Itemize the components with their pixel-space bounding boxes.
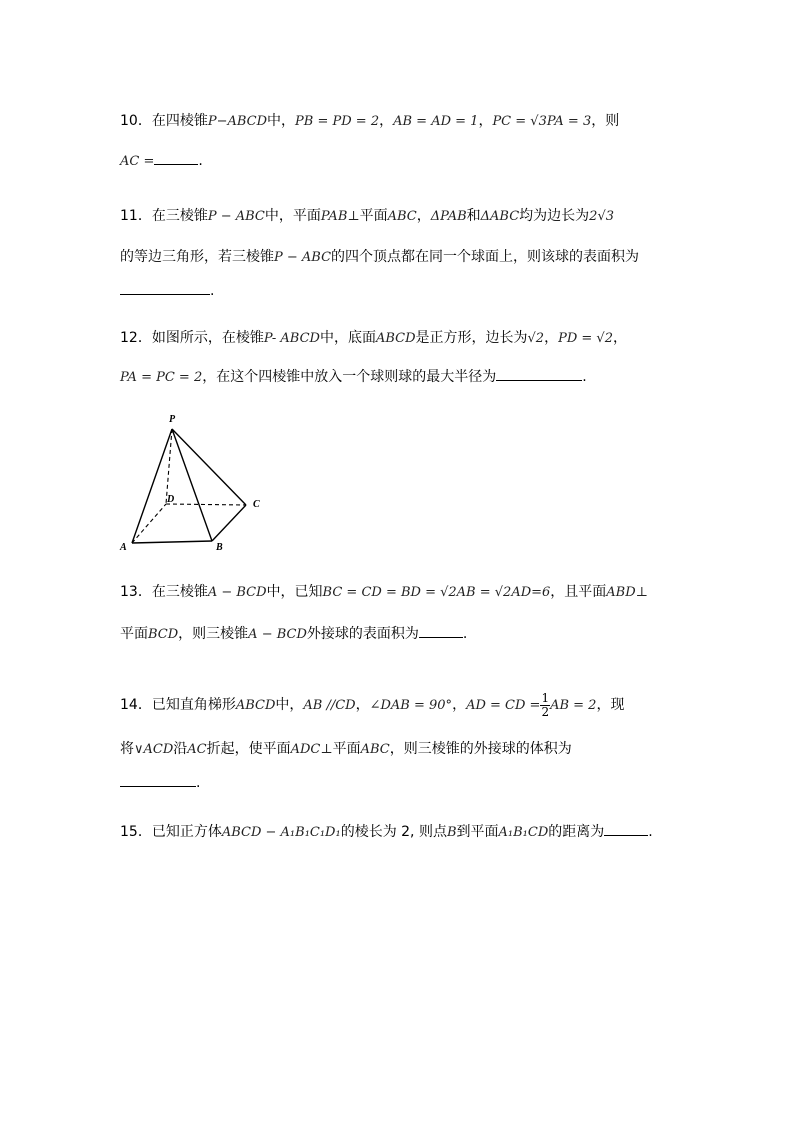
edge-pc [172,429,246,505]
answer-blank[interactable] [120,772,196,787]
answer-blank[interactable] [120,280,210,295]
edge-dc [166,504,246,505]
edge-pb [172,429,212,541]
answer-blank[interactable] [154,150,198,165]
label-a: A [120,542,127,553]
q11-line1: 11．在三棱锥P − ABC中，平面PAB⊥平面ABC，ΔPAB和ΔABC均为边长为2√3 [120,208,614,224]
edge-pa [132,429,175,543]
edge-bc [212,505,246,541]
edge-pd [166,429,175,505]
label-c: C [253,499,260,510]
q10-pyramid: P−ABCD [207,114,268,129]
q12-line2: PA = PC = 2，在这个四棱锥中放入一个球则球的最大半径为 . [120,366,587,388]
q13-number: 13 [120,584,138,600]
q11-line3: . [120,280,214,301]
q10-number: 10 [120,113,138,129]
fraction-one-half: $\frac{1}{2}$ [541,690,550,719]
q15-number: 15 [120,824,138,840]
label-p: P [169,414,176,425]
q14-number: 14 [120,697,138,713]
q14-line1: 14．已知直角梯形ABCD中，AB //CD，∠DAB = 90°，AD = CD = $\frac{1}{2}$ AB = 2，现 [120,690,625,719]
answer-blank[interactable] [496,366,582,381]
q10-line1: 10．在四棱锥P−ABCD中，PB = PD = 2，AB = AD = 1，PC = √3PA = 3，则 [120,113,620,129]
label-b: B [216,542,223,553]
answer-blank[interactable] [604,821,648,836]
edge-ad [132,504,166,543]
q10-line2: AC = . [120,150,203,172]
answer-blank[interactable] [419,623,463,638]
edge-ab [132,541,212,543]
q14-line2: 将∨ACD沿AC折起，使平面ADC⊥平面ABC，则三棱锥的外接球的体积为 [120,741,572,757]
q15-line1: 15．已知正方体ABCD − A₁B₁C₁D₁的棱长为 2, 则点B到平面A₁B₁CD的距离为 . [120,821,653,843]
q11-line2: 的等边三角形，若三棱锥P − ABC的四个顶点都在同一个球面上，则该球的表面积为 [120,249,640,265]
q13-line1: 13．在三棱锥A − BCD中，已知BC = CD = BD = √2AB = √2AD=6，且平面ABD⊥ [120,584,648,600]
q14-line3: . [120,772,200,793]
label-d: D [167,494,175,505]
q12-number: 12 [120,330,138,346]
q11-number: 11 [120,208,138,224]
q13-line2: 平面BCD，则三棱锥A − BCD外接球的表面积为 . [120,623,467,645]
q12-line1: 12．如图所示，在棱锥P- ABCD中，底面ABCD是正方形，边长为√2，PD = √2， [120,330,627,346]
pyramid-figure [115,408,275,556]
